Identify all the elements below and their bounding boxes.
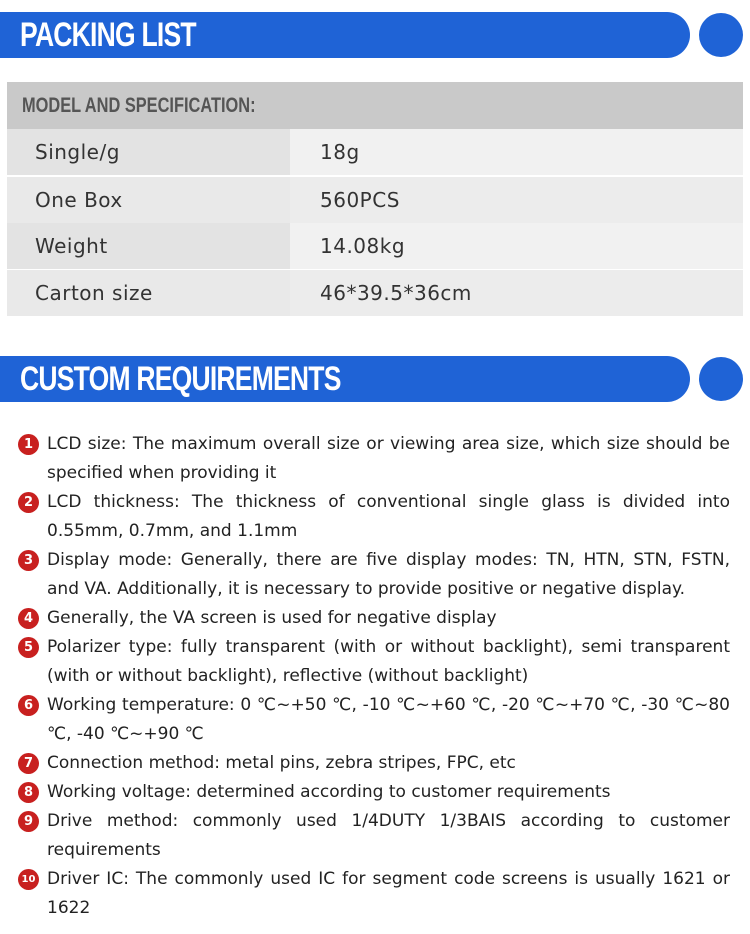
number-badge-icon: 9 — [18, 811, 39, 832]
list-item — [18, 546, 730, 604]
number-badge-icon: 8 — [18, 782, 39, 803]
list-item-text: LCD thickness: The thickness of conventional single glass is divided into 0.55mm, 0.7mm, and 1.1mm — [47, 492, 730, 541]
list-item — [18, 633, 730, 691]
spec-value: 46*39.5*36cm — [290, 270, 743, 316]
list-item-text: LCD size: The maximum overall size or viewing area size, which size should be specified when providing it — [47, 434, 730, 483]
custom-requirements-banner — [0, 356, 750, 402]
number-badge-icon: 7 — [18, 753, 39, 774]
spec-row — [7, 129, 743, 175]
spec-value: 18g — [290, 129, 743, 175]
list-item-text: Display mode: Generally, there are five display modes: TN, HTN, STN, FSTN, and VA. Additionally, it is necessary to provide positive or negative display. — [47, 550, 730, 599]
spec-key: One Box — [7, 177, 290, 223]
number-badge-icon: 4 — [18, 608, 39, 629]
number-badge-icon: 6 — [18, 695, 39, 716]
spec-row — [7, 270, 743, 316]
list-item-text: Working temperature: 0 ℃~+50 ℃, -10 ℃~+60 ℃, -20 ℃~+70 ℃, -30 ℃~80 ℃, -40 ℃~+90 ℃ — [47, 695, 730, 744]
list-item-text: Driver IC: The commonly used IC for segment code screens is usually 1621 or 1622 — [47, 869, 730, 918]
list-item — [18, 865, 730, 923]
spec-value: 14.08kg — [290, 223, 743, 269]
list-item — [18, 488, 730, 546]
requirements-list — [18, 430, 730, 923]
list-item-text: Working voltage: determined according to customer requirements — [47, 782, 611, 802]
list-item-text: Generally, the VA screen is used for negative display — [47, 608, 497, 628]
spec-value: 560PCS — [290, 177, 743, 223]
list-item-text: Polarizer type: fully transparent (with or without backlight), semi transparent (with or without backlight), reflective (without backlight) — [47, 637, 730, 686]
spec-header-label: MODEL AND SPECIFICATION: — [22, 94, 256, 117]
spec-key: Single/g — [7, 129, 290, 175]
spec-key: Carton size — [7, 270, 290, 316]
spec-header — [7, 82, 743, 129]
list-item — [18, 604, 730, 633]
spec-key: Weight — [7, 223, 290, 269]
number-badge-icon: 5 — [18, 637, 39, 658]
list-item-text: Connection method: metal pins, zebra stripes, FPC, etc — [47, 753, 516, 773]
number-badge-icon: 3 — [18, 550, 39, 571]
custom-requirements-title: CUSTOM REQUIREMENTS — [20, 360, 341, 398]
list-item — [18, 807, 730, 865]
list-item — [18, 691, 730, 749]
number-badge-icon: 2 — [18, 492, 39, 513]
list-item-text: Drive method: commonly used 1/4DUTY 1/3BAIS according to customer requirements — [47, 811, 730, 860]
banner-circle-icon — [699, 13, 743, 57]
packing-list-title: PACKING LIST — [20, 16, 196, 54]
packing-list-banner — [0, 12, 750, 58]
number-badge-icon: 1 — [18, 434, 39, 455]
list-item — [18, 749, 730, 778]
list-item — [18, 778, 730, 807]
banner-circle-icon — [699, 357, 743, 401]
spec-row — [7, 177, 743, 223]
spec-row — [7, 223, 743, 269]
list-item — [18, 430, 730, 488]
number-badge-icon: 10 — [18, 869, 39, 890]
